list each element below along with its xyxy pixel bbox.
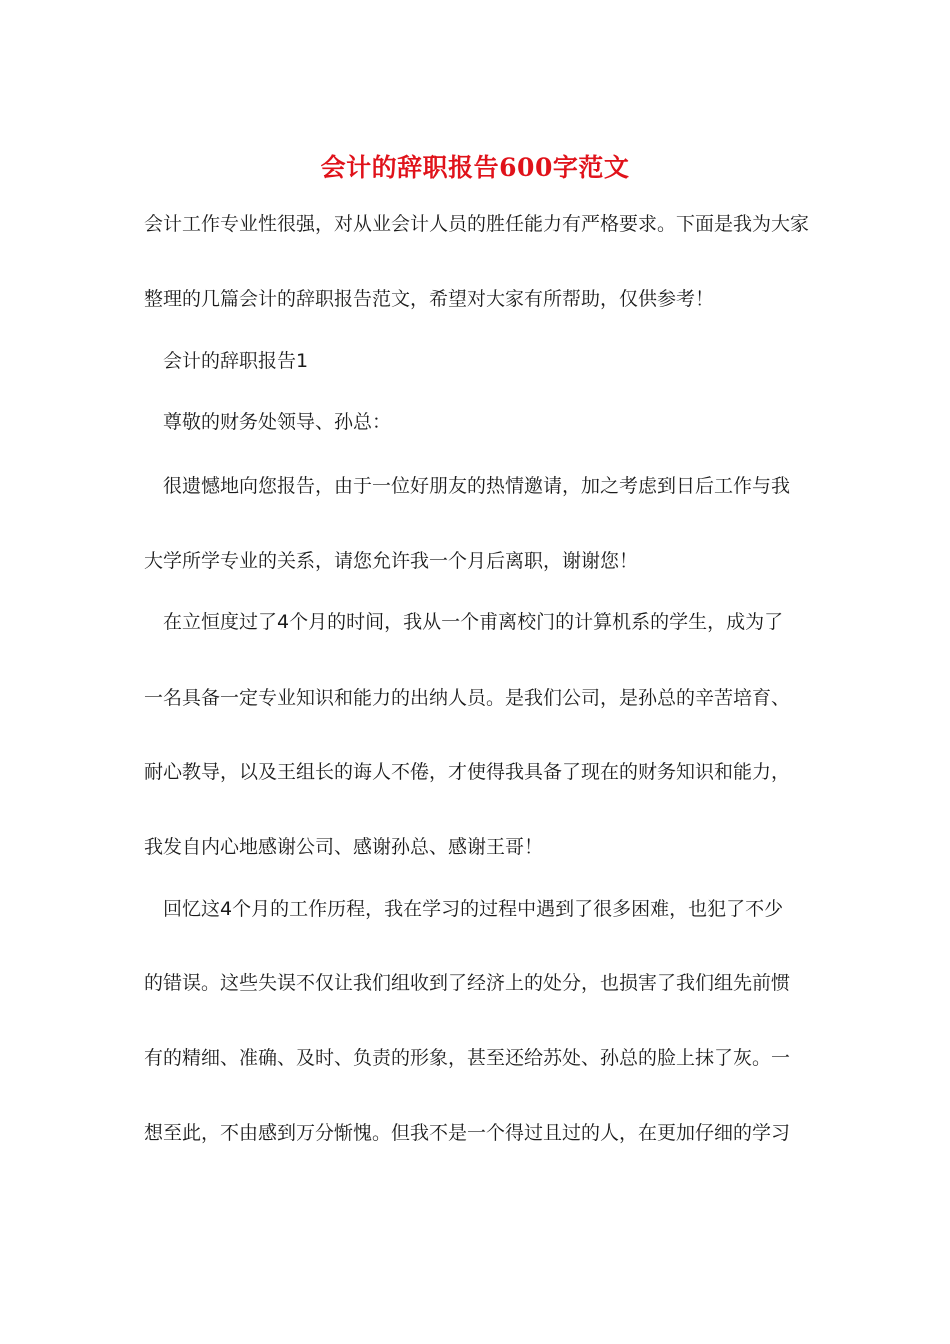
text-line: 在立恒度过了4个月的时间，我从一个甫离校门的计算机系的学生，成为了	[163, 611, 784, 633]
text-line: 想至此，不由感到万分惭愧。但我不是一个得过且过的人，在更加仔细的学习	[144, 1122, 791, 1144]
document-title: 会计的辞职报告600字范文	[320, 153, 630, 182]
text-line: 很遗憾地向您报告，由于一位好朋友的热情邀请，加之考虑到日后工作与我	[163, 475, 791, 497]
section-heading: 会计的辞职报告1	[163, 350, 309, 372]
text-line: 整理的几篇会计的辞职报告范文，希望对大家有所帮助，仅供参考！	[144, 288, 715, 310]
text-line: 耐心教导，以及王组长的诲人不倦，才使得我具备了现在的财务知识和能力，	[144, 761, 791, 783]
text-line: 大学所学专业的关系，请您允许我一个月后离职，谢谢您！	[144, 550, 639, 572]
text-line: 的错误。这些失误不仅让我们组收到了经济上的处分，也损害了我们组先前惯	[144, 972, 791, 994]
text-line: 一名具备一定专业知识和能力的出纳人员。是我们公司，是孙总的辛苦培育、	[144, 687, 791, 709]
salutation: 尊敬的财务处领导、孙总：	[163, 411, 392, 433]
text-line: 有的精细、准确、及时、负责的形象，甚至还给苏处、孙总的脸上抹了灰。一	[144, 1047, 791, 1069]
text-line: 会计工作专业性很强，对从业会计人员的胜任能力有严格要求。下面是我为大家	[144, 213, 810, 235]
text-line: 我发自内心地感谢公司、感谢孙总、感谢王哥！	[144, 836, 544, 858]
text-line: 回忆这4个月的工作历程，我在学习的过程中遇到了很多困难，也犯了不少	[163, 898, 784, 920]
